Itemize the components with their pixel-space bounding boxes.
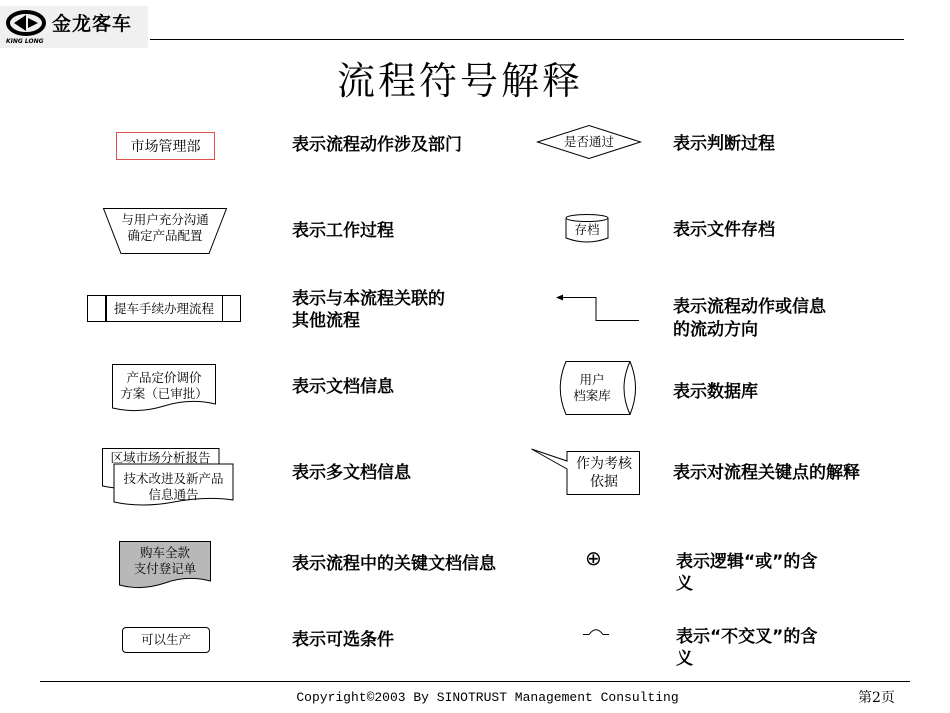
logical-or-icon: ⊕ — [585, 546, 602, 570]
copyright-text: Copyright©2003 By SINOTRUST Management Consulting — [296, 690, 679, 705]
key-document-line2: 支付登记单 — [133, 561, 197, 576]
database-desc: 表示数据库 — [673, 382, 758, 402]
logo-name: 金龙客车 — [52, 13, 133, 35]
database-line1: 用户 — [579, 372, 605, 387]
annotation-desc: 表示对流程关键点的解释 — [673, 463, 860, 483]
related-process-desc-line2: 其他流程 — [292, 311, 360, 331]
footer-rule — [40, 681, 910, 682]
optional-condition-label: 可以生产 — [140, 632, 191, 647]
predefined-process-symbol — [87, 295, 241, 322]
multi-document-desc: 表示多文档信息 — [292, 463, 411, 483]
optional-condition-desc: 表示可选条件 — [292, 630, 394, 650]
work-process-line2: 确定产品配置 — [127, 228, 203, 243]
annotation-line2: 依据 — [590, 474, 618, 490]
decision-label: 是否通过 — [563, 134, 614, 149]
page-title: 流程符号解释 — [336, 59, 583, 103]
decision-desc: 表示判断过程 — [673, 134, 775, 154]
flow-arrow-icon — [555, 290, 641, 320]
page-number: 第2页 — [858, 690, 895, 706]
optional-condition-symbol — [122, 627, 210, 653]
related-process-desc-line1: 表示与本流程关联的 — [292, 289, 445, 309]
logo-subtitle: KING LONG — [6, 38, 44, 45]
predefined-process-label: 提车手续办理流程 — [113, 300, 214, 316]
archive-desc: 表示文件存档 — [673, 220, 775, 240]
work-process-desc: 表示工作过程 — [292, 221, 394, 241]
department-symbol: 市场管理部 — [116, 132, 215, 160]
header-rule — [150, 39, 904, 40]
document-desc: 表示文档信息 — [292, 377, 394, 397]
database-line2: 档案库 — [573, 388, 611, 403]
key-document-line1: 购车全款 — [139, 545, 190, 560]
document-line2: 方案（已审批） — [120, 386, 208, 401]
flow-direction-desc-line2: 的流动方向 — [673, 320, 758, 340]
non-crossing-icon — [583, 627, 609, 639]
non-crossing-desc-line1: 表示“不交叉”的含 — [676, 627, 818, 647]
document-line1: 产品定价调价 — [126, 370, 202, 385]
work-process-line1: 与用户充分沟通 — [121, 212, 209, 227]
key-document-desc: 表示流程中的关键文档信息 — [292, 554, 496, 574]
multi-document-line2: 技术改进及新产品 — [123, 471, 224, 486]
multi-document-line3: 信息通告 — [148, 487, 199, 502]
logical-or-desc-line1: 表示逻辑“或”的含 — [676, 552, 818, 572]
archive-label: 存档 — [574, 222, 600, 237]
annotation-line1: 作为考核 — [576, 456, 632, 472]
flow-direction-desc-line1: 表示流程动作或信息 — [673, 297, 826, 317]
non-crossing-desc-line2: 义 — [676, 649, 693, 669]
department-desc: 表示流程动作涉及部门 — [292, 135, 462, 155]
king-long-logo-icon — [6, 10, 46, 36]
multi-document-line1: 区域市场分析报告 — [110, 450, 211, 465]
logical-or-desc-line2: 义 — [676, 574, 693, 594]
